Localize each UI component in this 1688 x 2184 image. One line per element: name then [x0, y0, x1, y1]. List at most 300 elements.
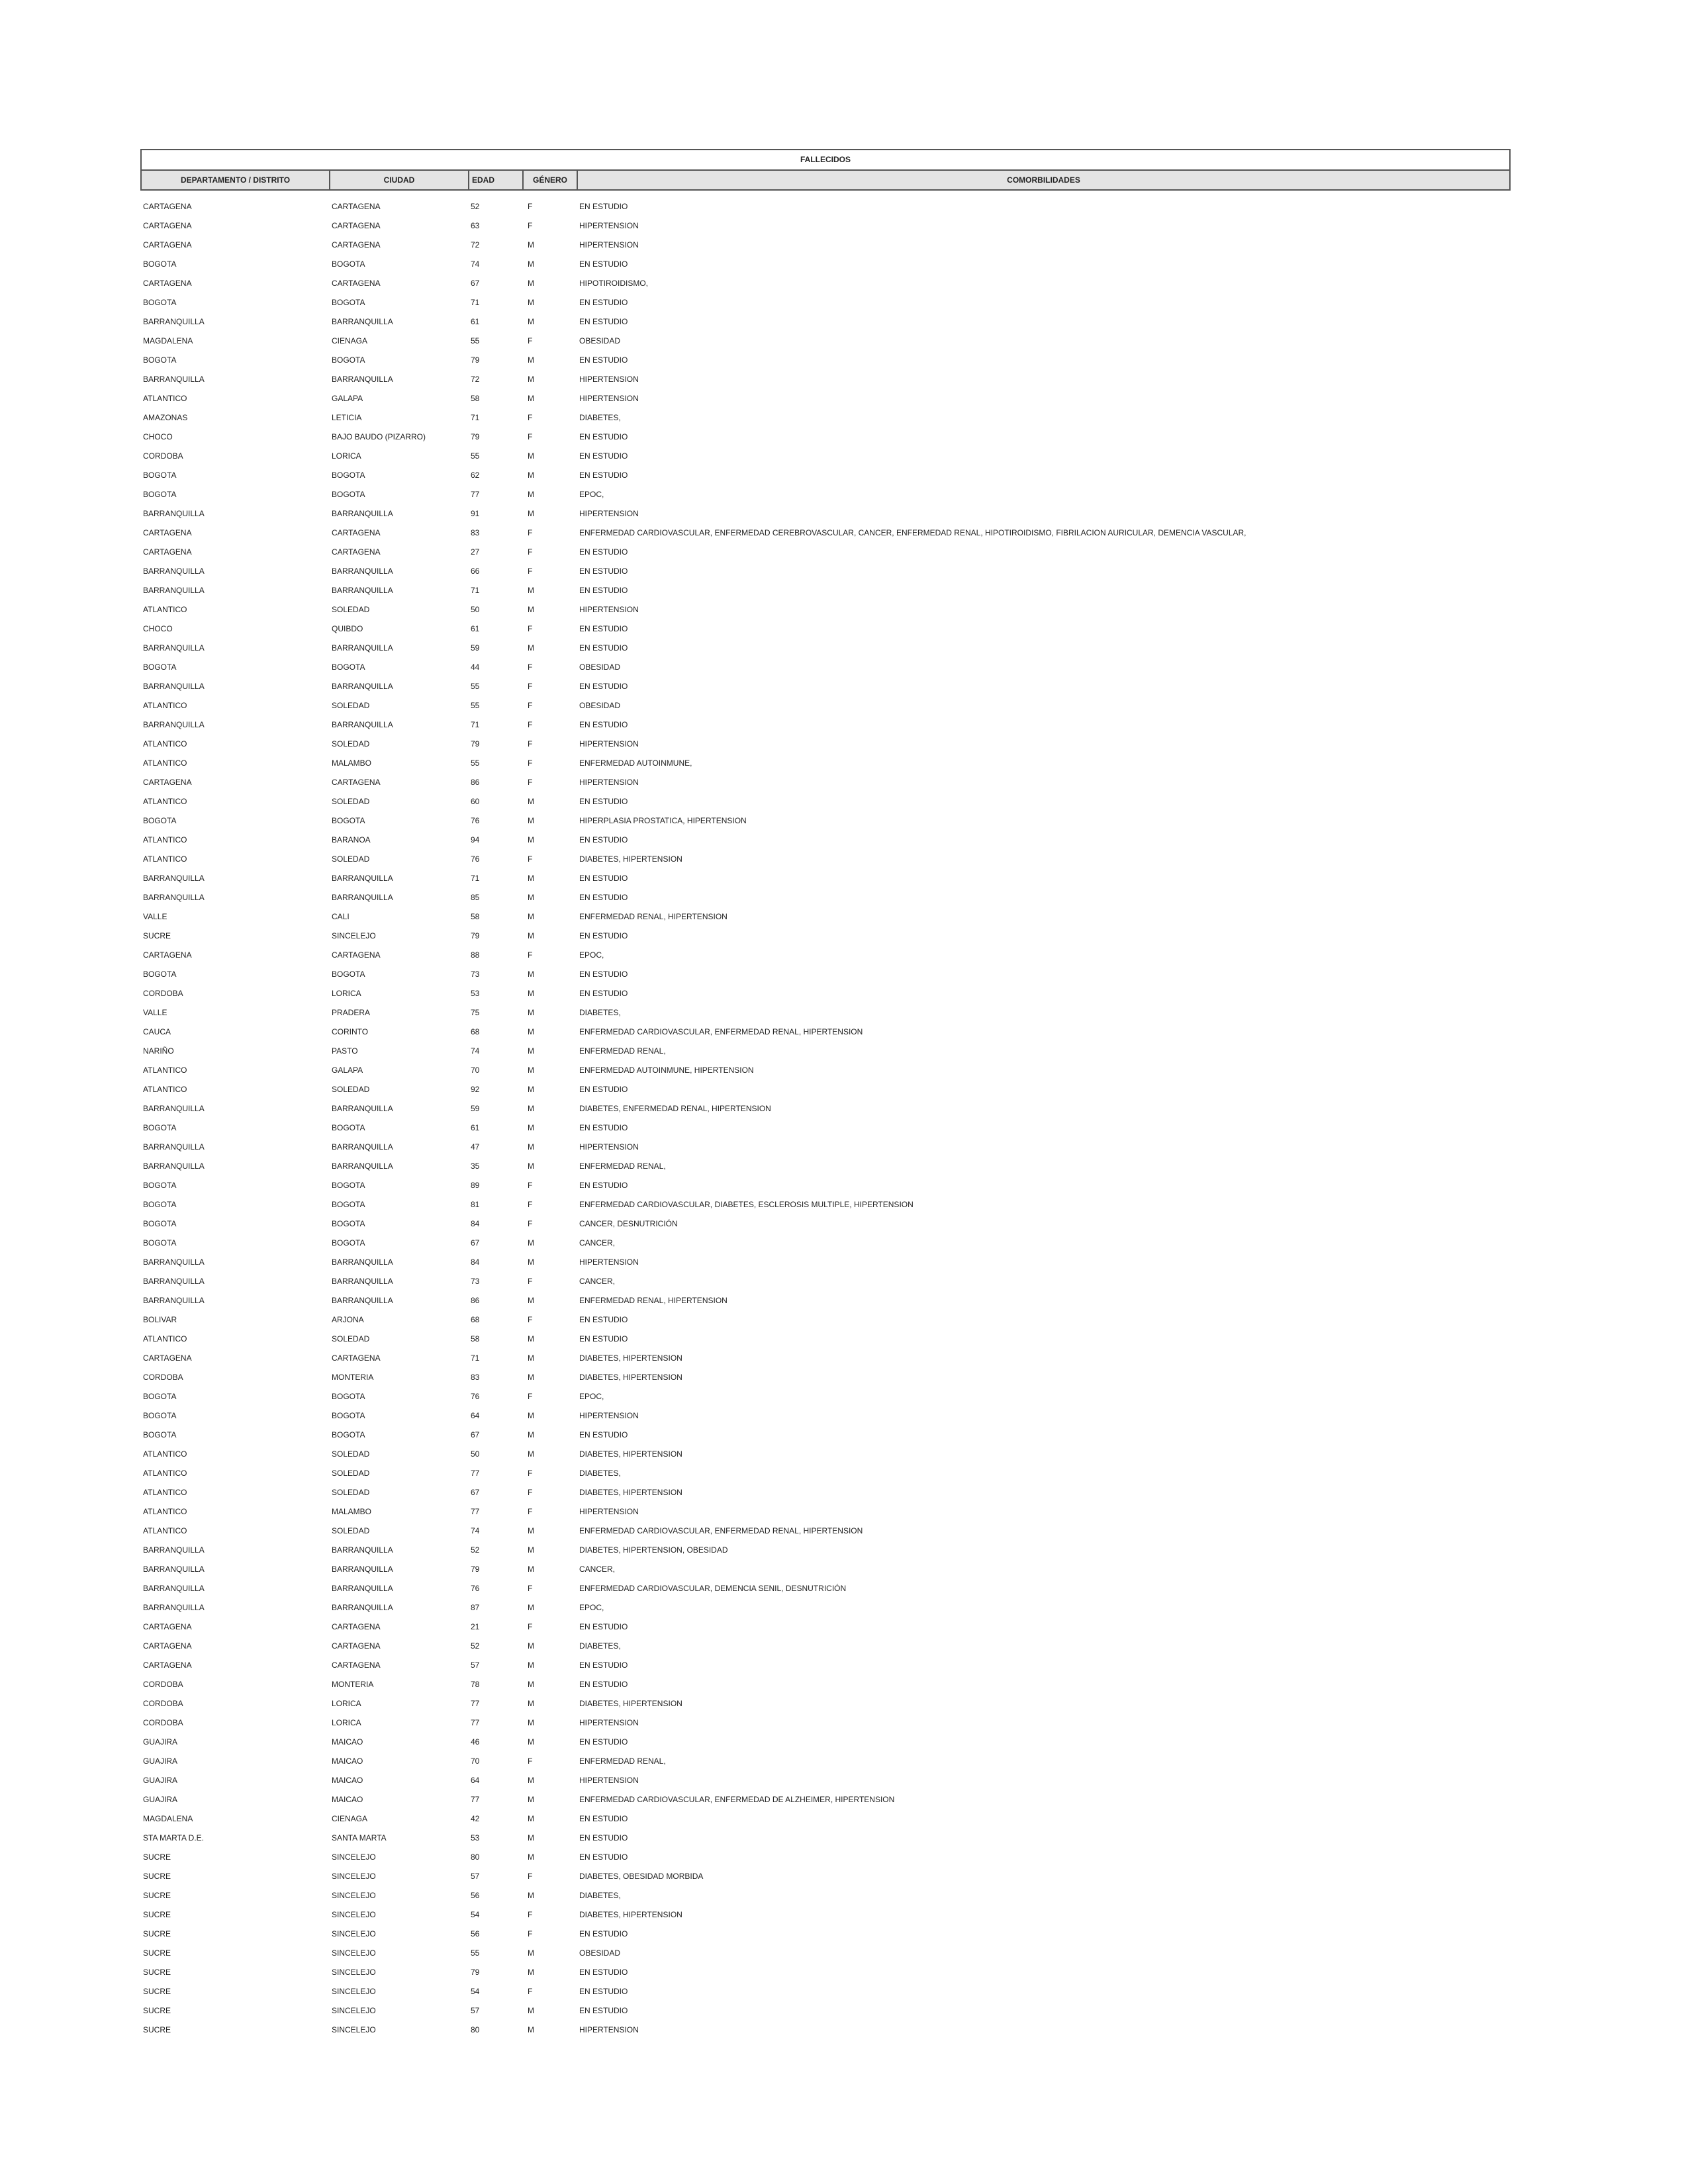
- cell-comorbilidades: ENFERMEDAD CARDIOVASCULAR, ENFERMEDAD DE ALZHEIMER, HIPERTENSION: [579, 1795, 895, 1804]
- cell-ciudad: SINCELEJO: [332, 931, 376, 940]
- cell-departamento: ATLANTICO: [143, 1085, 187, 1094]
- cell-edad: 85: [471, 893, 480, 902]
- cell-genero: F: [528, 662, 533, 672]
- cell-genero: F: [528, 336, 533, 345]
- cell-ciudad: CARTAGENA: [332, 1641, 381, 1651]
- cell-edad: 71: [471, 413, 480, 422]
- cell-comorbilidades: EPOC,: [579, 490, 604, 499]
- cell-departamento: SUCRE: [143, 2025, 171, 2034]
- cell-departamento: CORDOBA: [143, 1699, 183, 1708]
- table-row: [140, 1349, 1511, 1368]
- cell-genero: M: [528, 1257, 534, 1267]
- cell-edad: 62: [471, 471, 480, 480]
- cell-ciudad: CALI: [332, 912, 350, 921]
- cell-edad: 77: [471, 1699, 480, 1708]
- cell-edad: 52: [471, 1545, 480, 1555]
- cell-departamento: SUCRE: [143, 1910, 171, 1919]
- cell-edad: 83: [471, 528, 480, 537]
- cell-genero: M: [528, 471, 534, 480]
- table-row: [140, 197, 1511, 216]
- table-row: [140, 1694, 1511, 1713]
- cell-comorbilidades: OBESIDAD: [579, 1948, 621, 1958]
- cell-ciudad: BARRANQUILLA: [332, 1257, 393, 1267]
- table-row: [140, 2001, 1511, 2021]
- cell-ciudad: LORICA: [332, 451, 361, 461]
- cell-ciudad: BOGOTA: [332, 1200, 365, 1209]
- cell-edad: 77: [471, 490, 480, 499]
- cell-departamento: CARTAGENA: [143, 778, 192, 787]
- table-row: [140, 562, 1511, 581]
- cell-comorbilidades: EN ESTUDIO: [579, 1852, 628, 1862]
- cell-departamento: SUCRE: [143, 1948, 171, 1958]
- cell-genero: F: [528, 1219, 533, 1228]
- cell-edad: 53: [471, 989, 480, 998]
- cell-edad: 67: [471, 1488, 480, 1497]
- cell-genero: M: [528, 1814, 534, 1823]
- cell-departamento: SUCRE: [143, 931, 171, 940]
- cell-ciudad: BARRANQUILLA: [332, 586, 393, 595]
- cell-genero: M: [528, 240, 534, 250]
- cell-ciudad: BARRANQUILLA: [332, 1603, 393, 1612]
- cell-comorbilidades: EN ESTUDIO: [579, 835, 628, 844]
- cell-comorbilidades: EN ESTUDIO: [579, 586, 628, 595]
- cell-edad: 88: [471, 950, 480, 960]
- cell-departamento: BARRANQUILLA: [143, 586, 205, 595]
- cell-comorbilidades: HIPERTENSION: [579, 375, 639, 384]
- cell-genero: M: [528, 2006, 534, 2015]
- cell-edad: 70: [471, 1756, 480, 1766]
- cell-comorbilidades: HIPERTENSION: [579, 509, 639, 518]
- cell-departamento: BOGOTA: [143, 970, 177, 979]
- table-row: [140, 1234, 1511, 1253]
- table-row: [140, 1291, 1511, 1310]
- cell-comorbilidades: EN ESTUDIO: [579, 1085, 628, 1094]
- table-row: [140, 619, 1511, 639]
- cell-ciudad: SOLEDAD: [332, 739, 370, 749]
- cell-ciudad: ARJONA: [332, 1315, 364, 1324]
- cell-ciudad: BOGOTA: [332, 471, 365, 480]
- cell-genero: M: [528, 375, 534, 384]
- cell-departamento: BOGOTA: [143, 1238, 177, 1248]
- cell-edad: 91: [471, 509, 480, 518]
- cell-departamento: BOGOTA: [143, 1200, 177, 1209]
- cell-genero: F: [528, 1181, 533, 1190]
- cell-ciudad: BOGOTA: [332, 355, 365, 365]
- table-row: [140, 1522, 1511, 1541]
- table-title: FALLECIDOS: [140, 149, 1511, 170]
- cell-edad: 79: [471, 1565, 480, 1574]
- table-row: [140, 1502, 1511, 1522]
- cell-ciudad: SINCELEJO: [332, 1891, 376, 1900]
- cell-ciudad: MAICAO: [332, 1737, 363, 1747]
- cell-comorbilidades: HIPERTENSION: [579, 2025, 639, 2034]
- cell-departamento: ATLANTICO: [143, 1449, 187, 1459]
- cell-departamento: BARRANQUILLA: [143, 893, 205, 902]
- cell-edad: 71: [471, 874, 480, 883]
- cell-ciudad: SINCELEJO: [332, 1910, 376, 1919]
- cell-comorbilidades: EN ESTUDIO: [579, 989, 628, 998]
- cell-comorbilidades: ENFERMEDAD CARDIOVASCULAR, ENFERMEDAD RENAL, HIPERTENSION: [579, 1027, 863, 1036]
- cell-comorbilidades: EN ESTUDIO: [579, 970, 628, 979]
- cell-ciudad: BOGOTA: [332, 1411, 365, 1420]
- cell-comorbilidades: CANCER,: [579, 1238, 616, 1248]
- cell-genero: M: [528, 1833, 534, 1843]
- cell-ciudad: CARTAGENA: [332, 528, 381, 537]
- cell-edad: 79: [471, 1968, 480, 1977]
- cell-edad: 67: [471, 279, 480, 288]
- cell-departamento: NARIÑO: [143, 1046, 174, 1056]
- cell-genero: F: [528, 1469, 533, 1478]
- cell-departamento: ATLANTICO: [143, 797, 187, 806]
- cell-departamento: CARTAGENA: [143, 240, 192, 250]
- cell-edad: 70: [471, 1066, 480, 1075]
- table-row: [140, 408, 1511, 428]
- cell-departamento: CARTAGENA: [143, 1353, 192, 1363]
- cell-ciudad: GALAPA: [332, 394, 363, 403]
- cell-comorbilidades: DIABETES, HIPERTENSION: [579, 1373, 682, 1382]
- cell-genero: M: [528, 1737, 534, 1747]
- table-row: [140, 1925, 1511, 1944]
- table-row: [140, 1886, 1511, 1905]
- cell-ciudad: SOLEDAD: [332, 1334, 370, 1343]
- cell-edad: 61: [471, 317, 480, 326]
- cell-comorbilidades: EN ESTUDIO: [579, 1622, 628, 1631]
- table-row: [140, 1982, 1511, 2001]
- cell-comorbilidades: HIPERTENSION: [579, 1411, 639, 1420]
- cell-departamento: CARTAGENA: [143, 279, 192, 288]
- cell-departamento: ATLANTICO: [143, 835, 187, 844]
- cell-edad: 74: [471, 1526, 480, 1535]
- cell-edad: 79: [471, 355, 480, 365]
- cell-genero: F: [528, 624, 533, 633]
- cell-comorbilidades: EN ESTUDIO: [579, 1661, 628, 1670]
- table-row: [140, 1195, 1511, 1214]
- cell-departamento: BARRANQUILLA: [143, 1161, 205, 1171]
- cell-genero: M: [528, 1046, 534, 1056]
- cell-genero: F: [528, 1507, 533, 1516]
- cell-genero: F: [528, 854, 533, 864]
- cell-genero: M: [528, 451, 534, 461]
- cell-departamento: CARTAGENA: [143, 221, 192, 230]
- cell-edad: 55: [471, 701, 480, 710]
- table-row: [140, 1848, 1511, 1867]
- cell-edad: 71: [471, 720, 480, 729]
- cell-departamento: BARRANQUILLA: [143, 874, 205, 883]
- table-row: [140, 1944, 1511, 1963]
- cell-genero: M: [528, 835, 534, 844]
- cell-edad: 76: [471, 1584, 480, 1593]
- cell-comorbilidades: EN ESTUDIO: [579, 1987, 628, 1996]
- cell-comorbilidades: HIPERTENSION: [579, 240, 639, 250]
- table-row: [140, 332, 1511, 351]
- table-row: [140, 1867, 1511, 1886]
- cell-edad: 55: [471, 682, 480, 691]
- cell-edad: 46: [471, 1737, 480, 1747]
- cell-comorbilidades: EN ESTUDIO: [579, 471, 628, 480]
- cell-comorbilidades: HIPERTENSION: [579, 1507, 639, 1516]
- cell-ciudad: BARRANQUILLA: [332, 643, 393, 653]
- table-body: [140, 197, 1511, 2040]
- cell-comorbilidades: EN ESTUDIO: [579, 797, 628, 806]
- cell-comorbilidades: EPOC,: [579, 950, 604, 960]
- table-row: [140, 504, 1511, 523]
- cell-comorbilidades: ENFERMEDAD CARDIOVASCULAR, ENFERMEDAD RENAL, HIPERTENSION: [579, 1526, 863, 1535]
- cell-departamento: BARRANQUILLA: [143, 1296, 205, 1305]
- cell-ciudad: BARRANQUILLA: [332, 1277, 393, 1286]
- table-row: [140, 754, 1511, 773]
- cell-ciudad: BAJO BAUDO (PIZARRO): [332, 432, 426, 441]
- cell-comorbilidades: EN ESTUDIO: [579, 2006, 628, 2015]
- cell-genero: M: [528, 586, 534, 595]
- table-row: [140, 1406, 1511, 1426]
- table-row: [140, 1042, 1511, 1061]
- cell-genero: M: [528, 1066, 534, 1075]
- table-row: [140, 735, 1511, 754]
- cell-comorbilidades: EN ESTUDIO: [579, 202, 628, 211]
- cell-departamento: BARRANQUILLA: [143, 643, 205, 653]
- cell-genero: F: [528, 528, 533, 537]
- cell-edad: 94: [471, 835, 480, 844]
- cell-comorbilidades: DIABETES, HIPERTENSION: [579, 854, 682, 864]
- cell-departamento: ATLANTICO: [143, 1488, 187, 1497]
- cell-ciudad: MAICAO: [332, 1795, 363, 1804]
- cell-comorbilidades: EN ESTUDIO: [579, 1968, 628, 1977]
- cell-edad: 86: [471, 778, 480, 787]
- table-row: [140, 792, 1511, 811]
- cell-genero: M: [528, 1353, 534, 1363]
- cell-genero: M: [528, 1565, 534, 1574]
- cell-edad: 58: [471, 1334, 480, 1343]
- cell-edad: 72: [471, 240, 480, 250]
- table-row: [140, 850, 1511, 869]
- cell-ciudad: BARRANQUILLA: [332, 720, 393, 729]
- cell-comorbilidades: EN ESTUDIO: [579, 1315, 628, 1324]
- cell-departamento: SUCRE: [143, 1968, 171, 1977]
- cell-comorbilidades: EN ESTUDIO: [579, 451, 628, 461]
- cell-ciudad: BARRANQUILLA: [332, 1104, 393, 1113]
- cell-ciudad: CARTAGENA: [332, 240, 381, 250]
- cell-genero: F: [528, 950, 533, 960]
- table-row: [140, 1099, 1511, 1118]
- cell-departamento: BARRANQUILLA: [143, 1565, 205, 1574]
- cell-departamento: ATLANTICO: [143, 605, 187, 614]
- cell-departamento: ATLANTICO: [143, 394, 187, 403]
- cell-ciudad: CARTAGENA: [332, 778, 381, 787]
- cell-ciudad: BARRANQUILLA: [332, 874, 393, 883]
- table-row: [140, 946, 1511, 965]
- cell-departamento: BOGOTA: [143, 471, 177, 480]
- cell-edad: 79: [471, 739, 480, 749]
- table-row: [140, 907, 1511, 927]
- cell-edad: 54: [471, 1987, 480, 1996]
- cell-genero: F: [528, 758, 533, 768]
- cell-genero: M: [528, 1334, 534, 1343]
- cell-genero: F: [528, 1756, 533, 1766]
- cell-ciudad: BOGOTA: [332, 1181, 365, 1190]
- cell-edad: 53: [471, 1833, 480, 1843]
- cell-edad: 21: [471, 1622, 480, 1631]
- cell-departamento: MAGDALENA: [143, 1814, 193, 1823]
- cell-departamento: ATLANTICO: [143, 1526, 187, 1535]
- cell-genero: M: [528, 317, 534, 326]
- table-row: [140, 1061, 1511, 1080]
- cell-departamento: BOGOTA: [143, 1181, 177, 1190]
- cell-edad: 64: [471, 1411, 480, 1420]
- cell-comorbilidades: EN ESTUDIO: [579, 547, 628, 557]
- table-row: [140, 1963, 1511, 1982]
- cell-ciudad: BOGOTA: [332, 1392, 365, 1401]
- cell-genero: F: [528, 1392, 533, 1401]
- cell-ciudad: BOGOTA: [332, 1219, 365, 1228]
- cell-ciudad: BOGOTA: [332, 490, 365, 499]
- cell-genero: F: [528, 1622, 533, 1631]
- cell-genero: M: [528, 1776, 534, 1785]
- cell-genero: F: [528, 682, 533, 691]
- cell-edad: 58: [471, 912, 480, 921]
- cell-edad: 72: [471, 375, 480, 384]
- cell-comorbilidades: EN ESTUDIO: [579, 1833, 628, 1843]
- cell-departamento: BOGOTA: [143, 259, 177, 269]
- header-edad: EDAD: [469, 171, 524, 189]
- cell-departamento: BARRANQUILLA: [143, 567, 205, 576]
- cell-departamento: CAUCA: [143, 1027, 171, 1036]
- table-header: [140, 170, 1511, 191]
- cell-departamento: CARTAGENA: [143, 1661, 192, 1670]
- cell-genero: M: [528, 2025, 534, 2034]
- table-row: [140, 1829, 1511, 1848]
- cell-departamento: ATLANTICO: [143, 1334, 187, 1343]
- cell-comorbilidades: EN ESTUDIO: [579, 1123, 628, 1132]
- cell-comorbilidades: HIPERTENSION: [579, 778, 639, 787]
- cell-comorbilidades: DIABETES, HIPERTENSION: [579, 1699, 682, 1708]
- cell-comorbilidades: ENFERMEDAD AUTOINMUNE,: [579, 758, 692, 768]
- cell-genero: M: [528, 1968, 534, 1977]
- cell-edad: 92: [471, 1085, 480, 1094]
- table-row: [140, 389, 1511, 408]
- cell-ciudad: BARRANQUILLA: [332, 567, 393, 576]
- fallecidos-table: [140, 149, 1511, 2040]
- cell-edad: 84: [471, 1257, 480, 1267]
- cell-ciudad: SINCELEJO: [332, 1948, 376, 1958]
- cell-genero: F: [528, 221, 533, 230]
- cell-edad: 74: [471, 1046, 480, 1056]
- cell-departamento: CARTAGENA: [143, 547, 192, 557]
- cell-genero: F: [528, 720, 533, 729]
- cell-genero: F: [528, 778, 533, 787]
- cell-departamento: BOGOTA: [143, 1123, 177, 1132]
- cell-departamento: SUCRE: [143, 1891, 171, 1900]
- cell-departamento: CARTAGENA: [143, 1622, 192, 1631]
- cell-ciudad: MONTERIA: [332, 1680, 374, 1689]
- table-row: [140, 1713, 1511, 1733]
- cell-genero: M: [528, 259, 534, 269]
- cell-edad: 64: [471, 1776, 480, 1785]
- cell-edad: 76: [471, 816, 480, 825]
- cell-comorbilidades: EPOC,: [579, 1603, 604, 1612]
- table-row: [140, 831, 1511, 850]
- table-row: [140, 293, 1511, 312]
- cell-genero: F: [528, 567, 533, 576]
- table-row: [140, 1579, 1511, 1598]
- cell-edad: 77: [471, 1795, 480, 1804]
- cell-comorbilidades: EN ESTUDIO: [579, 567, 628, 576]
- cell-genero: M: [528, 1891, 534, 1900]
- cell-comorbilidades: DIABETES,: [579, 1469, 621, 1478]
- cell-ciudad: SINCELEJO: [332, 1987, 376, 1996]
- cell-comorbilidades: HIPERTENSION: [579, 1776, 639, 1785]
- cell-ciudad: CARTAGENA: [332, 1661, 381, 1670]
- cell-genero: F: [528, 1584, 533, 1593]
- cell-departamento: CARTAGENA: [143, 528, 192, 537]
- cell-departamento: SUCRE: [143, 1872, 171, 1881]
- cell-comorbilidades: DIABETES, HIPERTENSION, OBESIDAD: [579, 1545, 728, 1555]
- cell-comorbilidades: EN ESTUDIO: [579, 682, 628, 691]
- cell-comorbilidades: EN ESTUDIO: [579, 1929, 628, 1938]
- cell-genero: M: [528, 970, 534, 979]
- cell-comorbilidades: EPOC,: [579, 1392, 604, 1401]
- table-row: [140, 351, 1511, 370]
- cell-ciudad: PASTO: [332, 1046, 358, 1056]
- cell-comorbilidades: EN ESTUDIO: [579, 259, 628, 269]
- cell-comorbilidades: DIABETES,: [579, 1891, 621, 1900]
- cell-comorbilidades: HIPERTENSION: [579, 605, 639, 614]
- cell-departamento: BARRANQUILLA: [143, 682, 205, 691]
- cell-departamento: ATLANTICO: [143, 1507, 187, 1516]
- cell-ciudad: MAICAO: [332, 1756, 363, 1766]
- cell-edad: 56: [471, 1891, 480, 1900]
- cell-edad: 68: [471, 1027, 480, 1036]
- cell-ciudad: BOGOTA: [332, 970, 365, 979]
- cell-departamento: BARRANQUILLA: [143, 1584, 205, 1593]
- table-row: [140, 236, 1511, 255]
- cell-ciudad: SOLEDAD: [332, 1449, 370, 1459]
- cell-comorbilidades: DIABETES, HIPERTENSION: [579, 1910, 682, 1919]
- cell-edad: 76: [471, 1392, 480, 1401]
- cell-genero: M: [528, 1142, 534, 1152]
- cell-ciudad: LORICA: [332, 1718, 361, 1727]
- cell-ciudad: BARANOA: [332, 835, 371, 844]
- table-row: [140, 677, 1511, 696]
- cell-departamento: BOGOTA: [143, 298, 177, 307]
- table-row: [140, 1080, 1511, 1099]
- cell-edad: 67: [471, 1430, 480, 1439]
- table-row: [140, 1771, 1511, 1790]
- cell-departamento: GUAJIRA: [143, 1737, 178, 1747]
- cell-ciudad: SOLEDAD: [332, 1488, 370, 1497]
- cell-edad: 66: [471, 567, 480, 576]
- cell-departamento: SUCRE: [143, 1987, 171, 1996]
- cell-ciudad: CIENAGA: [332, 1814, 368, 1823]
- cell-edad: 75: [471, 1008, 480, 1017]
- cell-comorbilidades: EN ESTUDIO: [579, 874, 628, 883]
- table-row: [140, 1483, 1511, 1502]
- cell-comorbilidades: ENFERMEDAD RENAL,: [579, 1161, 666, 1171]
- cell-comorbilidades: HIPERTENSION: [579, 1142, 639, 1152]
- cell-ciudad: BARRANQUILLA: [332, 1545, 393, 1555]
- cell-edad: 80: [471, 1852, 480, 1862]
- cell-genero: M: [528, 931, 534, 940]
- cell-genero: M: [528, 1373, 534, 1382]
- cell-genero: M: [528, 1238, 534, 1248]
- cell-edad: 80: [471, 2025, 480, 2034]
- cell-comorbilidades: ENFERMEDAD RENAL, HIPERTENSION: [579, 1296, 727, 1305]
- cell-genero: M: [528, 1852, 534, 1862]
- cell-genero: M: [528, 1104, 534, 1113]
- header-comorbilidades: COMORBILIDADES: [1007, 175, 1080, 185]
- cell-genero: M: [528, 1680, 534, 1689]
- cell-edad: 56: [471, 1929, 480, 1938]
- cell-edad: 68: [471, 1315, 480, 1324]
